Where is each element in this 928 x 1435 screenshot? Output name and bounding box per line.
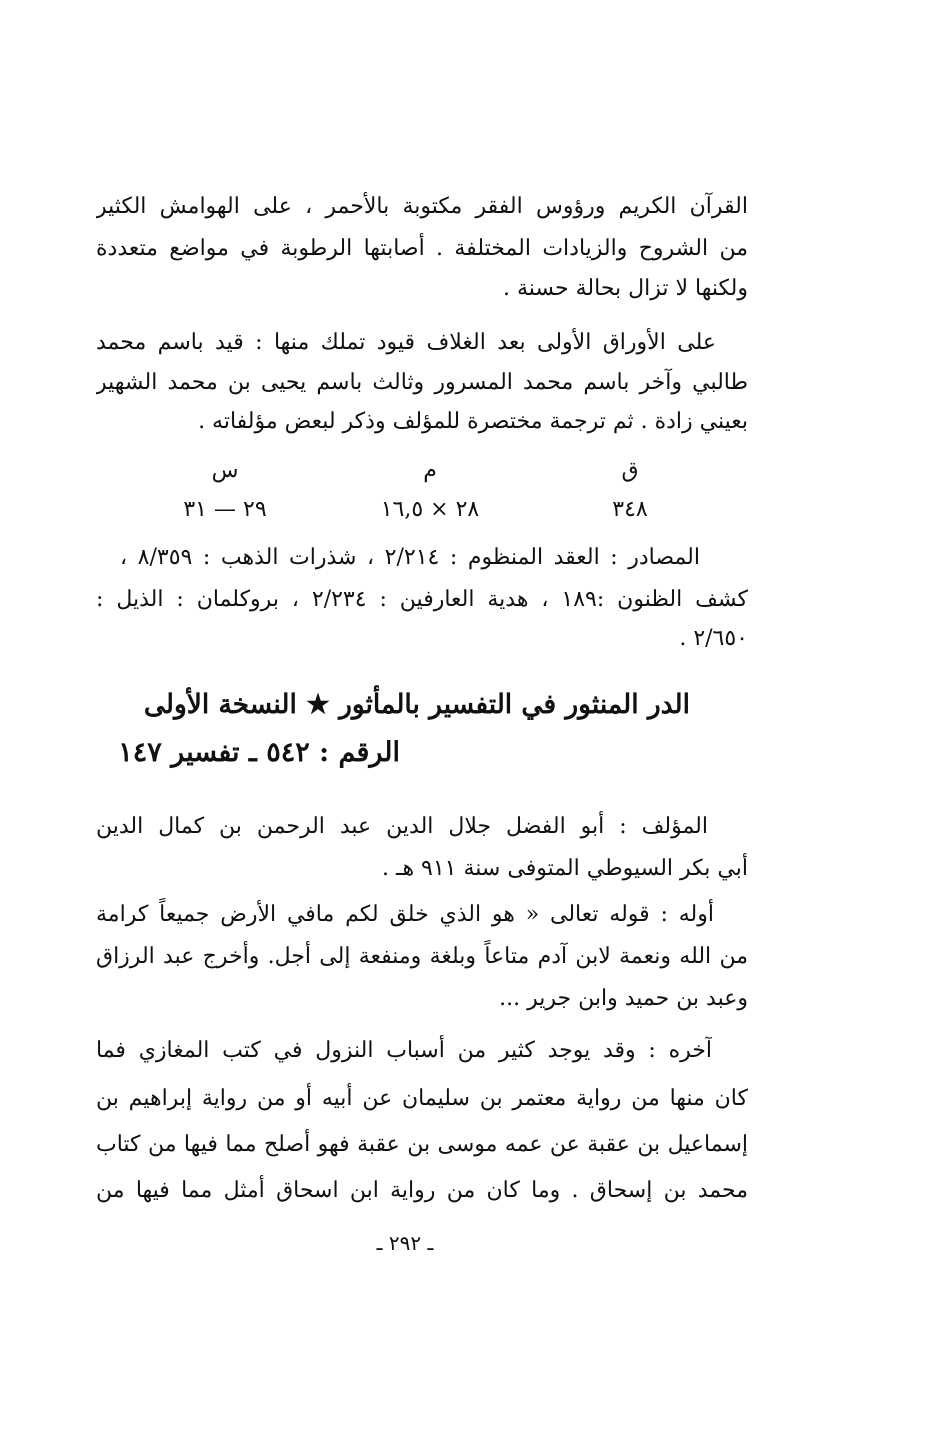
stats-value-size: ٢٨ × ١٦,٥ <box>380 497 480 522</box>
text-line: ولكنها لا تزال بحالة حسنة . <box>502 276 748 301</box>
text-line: من الشروح والزيادات المختلفة . أصابتها الرطوبة في مواضع متعددة <box>96 236 748 261</box>
manuscript-title: الدر المنثور في التفسير بالمأثور ★ النسخة الأولى <box>143 689 690 720</box>
text-line: على الأوراق الأولى بعد الغلاف قيود تملك منها : قيد باسم محمد <box>96 330 716 355</box>
text-line: بعيني زادة . ثم ترجمة مختصرة للمؤلف وذكر لبعض مؤلفاته . <box>198 409 748 434</box>
sources-line: المصادر : العقد المنظوم : ٢/٢١٤ ، شذرات الذهب : ٨/٣٥٩ ، <box>120 545 700 570</box>
incipit-line: أوله : قوله تعالى « هو الذي خلق لكم مافي الأرض جميعاً كرامة <box>96 902 714 927</box>
text-line: طالبي وآخر باسم محمد المسرور وثالث باسم يحيى بن محمد الشهير <box>96 370 748 395</box>
text-line: القرآن الكريم ورؤوس الفقر مكتوبة بالأحمر ، على الهوامش الكثير <box>96 194 748 219</box>
incipit-line: وعبد بن حميد وابن جرير ... <box>499 986 748 1011</box>
stats-header-size: م <box>423 458 437 483</box>
explicit-line: آخره : وقد يوجد كثير من أسباب النزول في كتب المغازي فما <box>96 1038 712 1063</box>
stats-header-lines: س <box>211 458 239 483</box>
explicit-line: كان منها من رواية معتمر بن سليمان عن أبيه أو من رواية إبراهيم بن <box>96 1086 748 1111</box>
author-line: أبي بكر السيوطي المتوفى سنة ٩١١ هـ . <box>382 856 748 881</box>
incipit-line: من الله ونعمة لابن آدم متاعاً وبلغة ومنفعة إلى أجل. وأخرج عبد الرزاق <box>96 944 748 969</box>
stats-value-lines: ٢٩ — ٣١ <box>183 497 267 522</box>
sources-line: ٢/٦٥٠ . <box>679 626 748 651</box>
page-number: ـ ٢٩٢ ـ <box>376 1231 434 1255</box>
author-line: المؤلف : أبو الفضل جلال الدين عبد الرحمن بن كمال الدين <box>96 814 708 839</box>
explicit-line: محمد بن إسحاق . وما كان من رواية ابن اسحاق أمثل مما فيها من <box>96 1178 748 1203</box>
stats-header-leaves: ق <box>621 458 639 483</box>
sources-line: كشف الظنون :١٨٩ ، هدية العارفين : ٢/٢٣٤ ، بروكلمان : الذيل : <box>96 587 748 612</box>
stats-value-leaves: ٣٤٨ <box>612 497 648 522</box>
manuscript-number: الرقم : ٥٤٢ ـ تفسير ١٤٧ <box>118 737 400 768</box>
explicit-line: إسماعيل بن عقبة عن عمه موسى بن عقبة فهو أصلح مما فيها من كتاب <box>96 1132 748 1157</box>
